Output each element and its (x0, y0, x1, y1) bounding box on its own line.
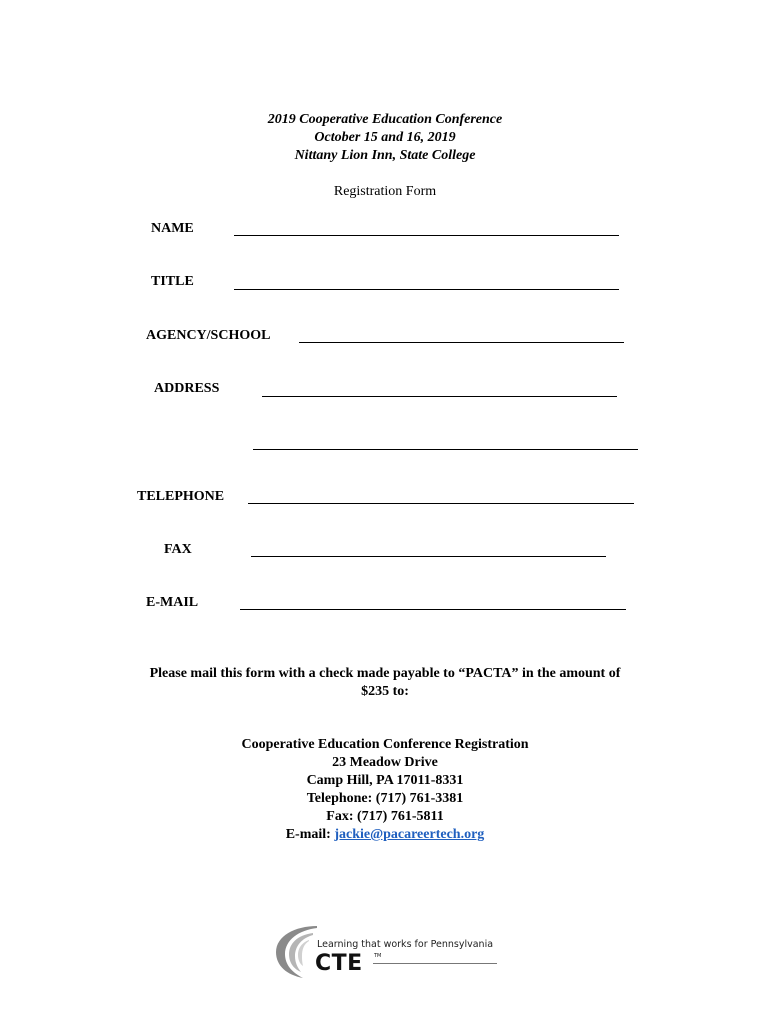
conference-header (0, 111, 770, 165)
name-field[interactable] (234, 235, 619, 236)
address-field-line1[interactable] (262, 396, 617, 397)
conference-venue: Nittany Lion Inn, State College (294, 148, 476, 163)
conference-dates: October 15 and 16, 2019 (314, 130, 456, 145)
mailing-email-line (0, 826, 770, 844)
address-field-line2[interactable] (253, 449, 638, 450)
instructions-line1: Please mail this form with a check made payable to “PACTA” in the amount of (149, 666, 621, 681)
email-field[interactable] (240, 609, 626, 610)
agency-school-field[interactable] (299, 342, 624, 343)
telephone-field[interactable] (248, 503, 634, 504)
mailing-instructions (0, 665, 770, 701)
mailing-email-label: E-mail: (285, 827, 335, 842)
cte-swoosh-icon (273, 922, 503, 982)
cte-logo (273, 922, 503, 982)
mailing-email-link[interactable]: jackie@pacareertech.org (334, 827, 485, 842)
logo-divider (373, 963, 497, 964)
form-title: Registration Form (333, 184, 437, 199)
mailing-address (0, 736, 770, 844)
mailing-city: Camp Hill, PA 17011-8331 (306, 773, 464, 788)
conference-title: 2019 Cooperative Education Conference (267, 112, 503, 127)
telephone-label: TELEPHONE (137, 489, 225, 504)
fax-field[interactable] (251, 556, 606, 557)
title-field[interactable] (234, 289, 619, 290)
logo-tagline: Learning that works for Pennsylvania (317, 939, 494, 950)
logo-trademark: TM (374, 953, 382, 959)
title-label: TITLE (151, 274, 194, 289)
agency-school-label: AGENCY/SCHOOL (146, 328, 271, 343)
logo-wordmark: CTE (315, 951, 363, 976)
fax-label: FAX (164, 542, 192, 557)
mailing-fax: Fax: (717) 761-5811 (326, 809, 444, 824)
mailing-street: 23 Meadow Drive (332, 755, 438, 770)
instructions-line2: $235 to: (361, 684, 409, 699)
mailing-telephone: Telephone: (717) 761-3381 (306, 791, 464, 806)
email-label: E-MAIL (146, 595, 199, 610)
name-label: NAME (151, 221, 194, 236)
address-label: ADDRESS (154, 381, 220, 396)
mailing-name: Cooperative Education Conference Registration (241, 737, 529, 752)
